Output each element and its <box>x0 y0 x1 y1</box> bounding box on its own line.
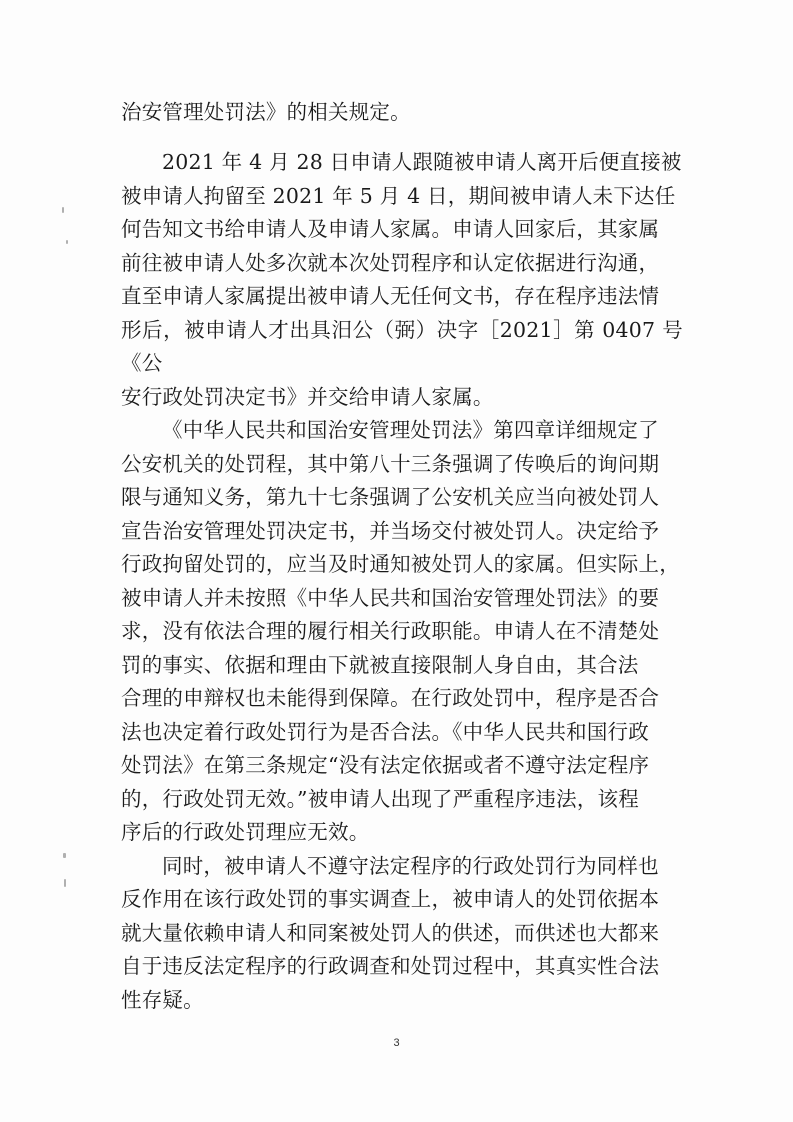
paragraph-detention-timeline: 2021 年 4 月 28 日申请人跟随被申请人离开后便直接被 被申请人拘留至 2021 年 5 月 4 日，期间被申请人未下达任 何告知文书给申请人及申请人家属。申请人回家后，其家属 前往被申请人处多次就本次处罚程序和认定依据进行沟通， 直至申请人家属提出被申请人无任何文书，存在程序违法情 形后，被申请人才出具汨公（弼）决字［2021］第 0407 号《公 安行政处罚决定书》并交给申请人家属。 <box>121 150 683 409</box>
scan-mark <box>63 853 66 858</box>
paragraph-evidence-doubt: 同时，被申请人不遵守法定程序的行政处罚行为同样也 反作用在该行政处罚的事实调查上，被申请人的处罚依据本 就大量依赖申请人和同案被处罚人的供述，而供述也大都来 自于违反法定程序的行政调查和处罚过程中，其真实性合法 性存疑。 <box>121 853 660 1012</box>
paragraph-continuation: 治安管理处罚法》的相关规定。 <box>121 100 411 124</box>
document-body <box>121 96 683 1017</box>
scan-mark <box>64 879 66 887</box>
scan-mark <box>62 207 64 213</box>
scan-mark <box>66 240 68 244</box>
paragraph-procedure-law: 《中华人民共和国治安管理处罚法》第四章详细规定了 公安机关的处罚程，其中第八十三条强调了传唤后的询问期 限与通知义务，第九十七条强调了公安机关应当向被处罚人 宣告治安管理处罚决定书，并当场交付被处罚人。决定给予 行政拘留处罚的，应当及时通知被处罚人的家属。但实际上， 被申请人并未按照《中华人民共和国治安管理处罚法》的要 求，没有依法合理的履行相关行政职能。申请人在不清楚处 罚的事实、依据和理由下就被直接限制人身自由，其合法 合理的申辩权也未能得到保障。在行政处罚中，程序是否合 法也决定着行政处罚行为是否合法。《中华人民共和国行政 处罚法》在第三条规定“没有法定依据或者不遵守法定程序 的，行政处罚无效。”被申请人出现了严重程序违法，该程 序后的行政处罚理应无效。 <box>121 418 680 844</box>
page-number: 3 <box>393 1037 400 1049</box>
